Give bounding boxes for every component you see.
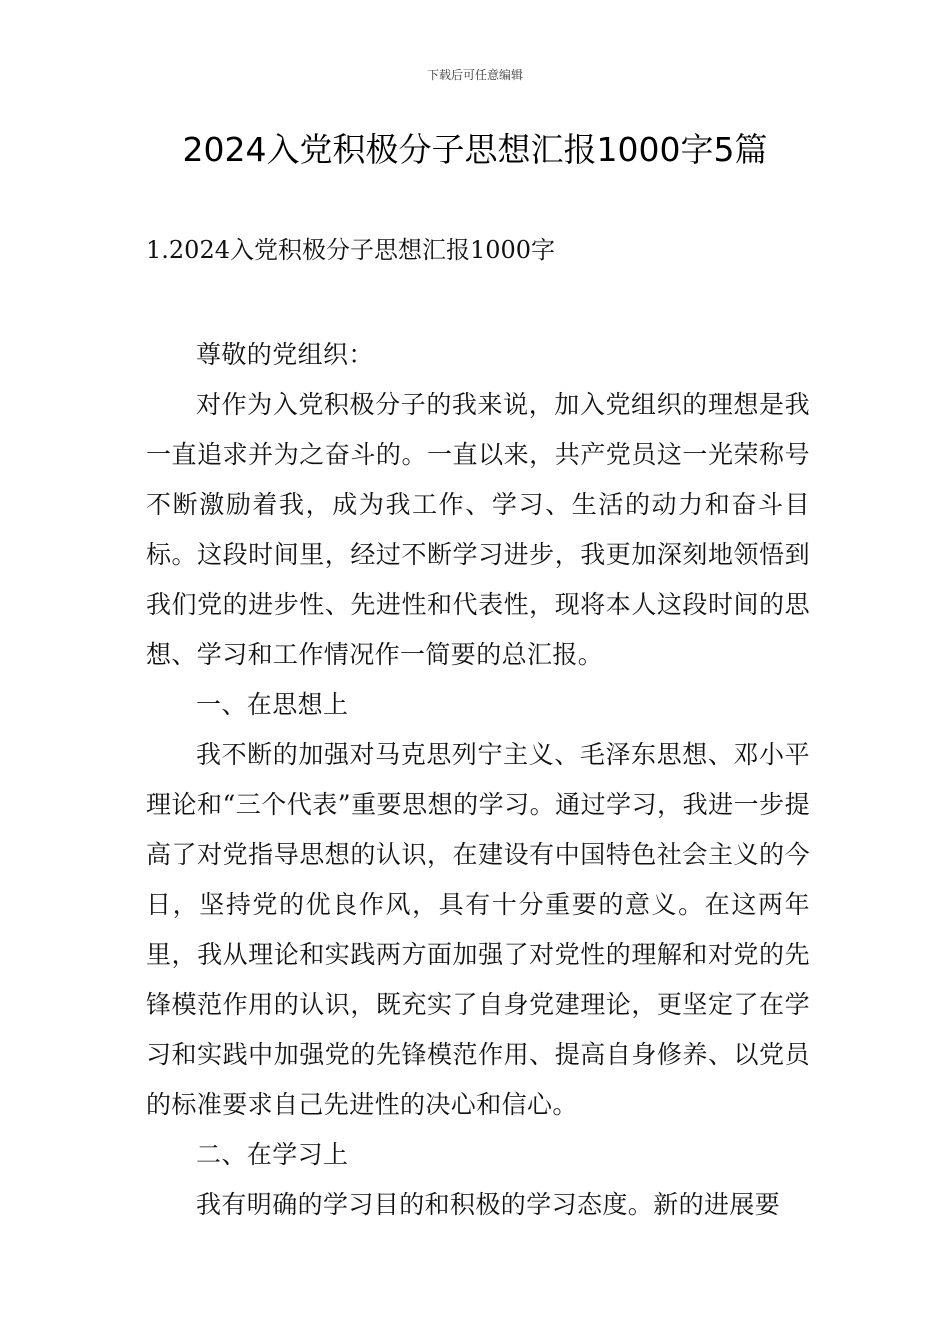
document-title: 2024入党积极分子思想汇报1000字5篇 — [182, 130, 768, 169]
salutation: 尊敬的党组织： — [196, 340, 374, 369]
section-heading: 1.2024入党积极分子思想汇报1000字 — [146, 236, 556, 264]
body-text — [146, 330, 810, 1230]
paragraph-study: 我有明确的学习目的和积极的学习态度。新的进展要 — [196, 1190, 781, 1219]
subheading-study: 二、在学习上 — [196, 1140, 349, 1169]
subheading-thought: 一、在思想上 — [196, 690, 349, 719]
paragraph-intro: 对作为入党积极分子的我来说，加入党组织的理想是我一直追求并为之奋斗的。一直以来，共产党员这一光荣称号不断激励着我，成为我工作、学习、生活的动力和奋斗目标。这段时间里，经过不断学习进步，我更加深刻地领悟到我们党的进步性、先进性和代表性，现将本人这段时间的思想、学习和工作情况作一简要的总汇报。 — [146, 390, 810, 669]
paragraph-thought: 我不断的加强对马克思列宁主义、毛泽东思想、邓小平理论和“三个代表”重要思想的学习。通过学习，我进一步提高了对党指导思想的认识，在建设有中国特色社会主义的今日，坚持党的优良作风，具有十分重要的意义。在这两年里，我从理论和实践两方面加强了对党性的理解和对党的先锋模范作用的认识，既充实了自身党建理论，更坚定了在学习和实践中加强党的先锋模范作用、提高自身修养、以党员的标准要求自己先进性的决心和信心。 — [146, 740, 810, 1119]
header-note: 下载后可任意编辑 — [426, 68, 523, 82]
